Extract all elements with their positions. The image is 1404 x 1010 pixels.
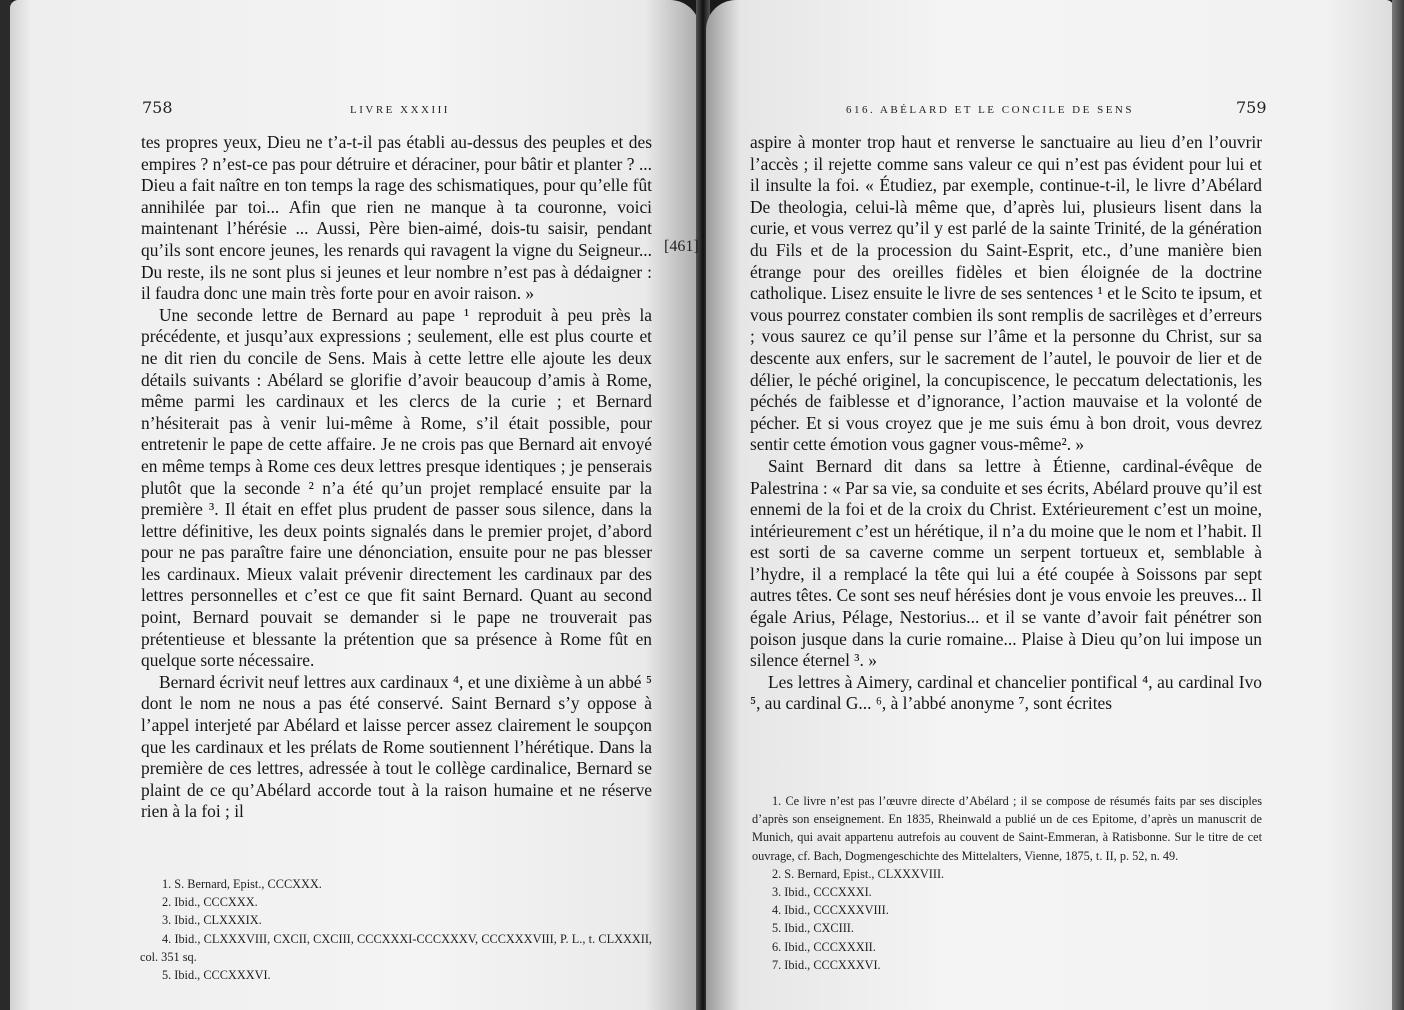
- right-running-head: 616. ABÉLARD ET LE CONCILE DE SENS: [846, 104, 1134, 116]
- footnote: 4. Ibid., CLXXXVIII, CXCII, CXCIII, CCCXXXI-CCCXXXV, CCCXXXVIII, P. L., t. CLXXXII, col. 351 sq.: [140, 931, 652, 964]
- margin-number: [461]: [664, 238, 699, 255]
- footnote: 3. Ibid., CCCXXXI.: [772, 885, 872, 900]
- footnote: 1. Ce livre n’est pas l’œuvre directe d’Abélard ; il se compose de résumés faits par ses disciples d’après son enseignement. En 1835, Rheinwald a publié un de ces Epitome, d’après un manuscrit de Munich, qui avait appartenu autrefois au couvent de Saint-Emmeran, à Ratisbonne. Sur le titre de cet ouvrage, cf. Bach, Dogmengeschichte des Mittelalters, Vienne, 1875, t. II, p. 52, n. 49.: [752, 794, 1262, 863]
- footnote: 3. Ibid., CLXXXIX.: [162, 913, 262, 928]
- left-paragraph: tes propres yeux, Dieu ne t’a-t-il pas établi au-dessus des peuples et des empires ? n’est-ce pas pour détruire et déraciner, pour bâtir et planter ? ... Dieu a fait naître en ton temps la rage des schismatiques, pour qu’elle fût annihilée par toi... Afin que rien ne manque à ta couronne, voici maintenant l’hérésie ... Aussi, Père bien-aimé, dois-tu saisir, pendant qu’ils sont encore jeunes, les renards qui ravagent la vigne du Seigneur... Du reste, ils ne sont plus si jeunes et leur nombre n’est pas à dédaigner : il faudra donc une main très forte pour en avoir raison. »: [141, 132, 652, 304]
- right-body-text: [750, 132, 1262, 715]
- footnote: 5. Ibid., CXCIII.: [772, 921, 854, 936]
- right-page-number: 759: [1236, 98, 1267, 117]
- footnote: 2. Ibid., CCCXXX.: [162, 895, 258, 910]
- footnote: 5. Ibid., CCCXXXVI.: [162, 968, 271, 983]
- left-body-text: [141, 132, 652, 823]
- right-paragraph: Saint Bernard dit dans sa lettre à Étienne, cardinal-évêque de Palestrina : « Par sa vie, sa conduite et ses écrits, Abélard prouve qu’il est ennemi de la foi et de la croix du Christ. Extérieurement c’est un moine, intérieurement c’est un hérétique, il n’a du moine que le nom et l’habit. Il est sorti de sa caverne comme un serpent tortueux et, semblable à l’hydre, il a remplacé la tête qui lui a été coupée à Soissons par sept autres têtes. Ce sont ses neuf hérésies dont je vous envoie les preuves... Il égale Arius, Pélage, Nestorius... et il se vante d’avoir fait pénétrer son poison jusque dans la curie romaine... Plaise à Dieu qu’on lui impose un silence éternel ³. »: [750, 455, 1262, 671]
- left-paragraph: Une seconde lettre de Bernard au pape ¹ reproduit à peu près la précédente, et jusqu’aux expressions ; seulement, elle est plus courte et ne dit rien du concile de Sens. Mais à cette lettre elle ajoute les deux détails suivants : Abélard se glorifie d’avoir beaucoup d’amis à Rome, même parmi les cardinaux et les clercs de la curie ; et Bernard n’hésiterait pas à venir lui-même à Rome, s’il était possible, pour entretenir le pape de cette affaire. Je ne crois pas que Bernard ait envoyé en même temps à Rome ces deux lettres presque identiques ; je penserais plutôt que la seconde ² n’a été qu’un projet remplacé ensuite par la première ³. Il était en effet plus prudent de passer sous silence, dans la lettre définitive, les deux points signalés dans le premier projet, d’abord pour ne pas paraître faire une dénonciation, ensuite pour ne pas blesser les cardinaux. Mieux valait prévenir directement les cardinaux par des lettres personnelles et c’est ce que fit saint Bernard. Quant au second point, Bernard pouvait se demander si le pape ne trouverait pas prétentieuse et blessante la prétention que sa présence à Rome fût en quelque sorte nécessaire.: [141, 304, 652, 671]
- right-paragraph: Les lettres à Aimery, cardinal et chancelier pontifical ⁴, au cardinal Ivo ⁵, au cardinal G... ⁶, à l’abbé anonyme ⁷, sont écrites: [750, 671, 1262, 714]
- right-footnotes: [752, 792, 1262, 974]
- footnote: 2. S. Bernard, Epist., CLXXXVIII.: [772, 866, 945, 881]
- left-paragraph: Bernard écrivit neuf lettres aux cardinaux ⁴, et une dixième à un abbé ⁵ dont le nom ne nous a pas été conservé. Saint Bernard s’y oppose à l’appel interjeté par Abélard et laisse percer assez clairement le soupçon que les cardinaux et les prélats de Rome soutiennent l’hérétique. Dans la première de ces lettres, adressée à tout le collège cardinalice, Bernard se plaint de ce qu’Abélard accorde tout à la raison humaine et ne réserve rien à la foi ; il: [141, 671, 652, 822]
- left-page: [10, 0, 700, 1010]
- left-page-number: 758: [142, 98, 173, 117]
- footnote: 7. Ibid., CCCXXXVI.: [772, 957, 881, 972]
- right-paragraph: aspire à monter trop haut et renverse le sanctuaire au lieu d’en l’ouvrir l’accès ; il rejette comme sans valeur ce qui n’est pas évident pour lui et il insulte la foi. « Étudiez, par exemple, continue-t-il, le livre d’Abélard De theologia, celui-là même que, d’après lui, plusieurs lisent dans la curie, et vous verrez qu’il y est parlé de la sainte Trinité, de la génération du Fils et de la procession du Saint-Esprit, etc., d’une manière bien étrange pour des oreilles fidèles et bien éloignée de la doctrine catholique. Lisez ensuite le livre de ses sentences ¹ et le Scito te ipsum, et vous pourrez constater combien ils sont remplis de sacrilèges et d’erreurs ; vous saurez ce qu’il pense sur l’âme et la personne du Christ, sur sa descente aux enfers, sur le sacrement de l’autel, le pouvoir de lier et de délier, le péché originel, la concupiscence, le peccatum delectationis, les péchés de faiblesse et d’ignorance, l’action mauvaise et la volonté de pécher. Et si vous croyez que je me suis ému à bon droit, vous devrez sentir cette émotion vous gagner vous-même². »: [750, 132, 1262, 455]
- left-footnotes: [140, 875, 652, 984]
- footnote: 4. Ibid., CCCXXXVIII.: [772, 903, 889, 918]
- footnote: 1. S. Bernard, Epist., CCCXXX.: [162, 877, 322, 891]
- left-running-head: LIVRE XXXIII: [350, 104, 450, 116]
- right-page: [706, 0, 1394, 1010]
- book-edge-right: [1392, 0, 1404, 1010]
- footnote: 6. Ibid., CCCXXXII.: [772, 939, 876, 954]
